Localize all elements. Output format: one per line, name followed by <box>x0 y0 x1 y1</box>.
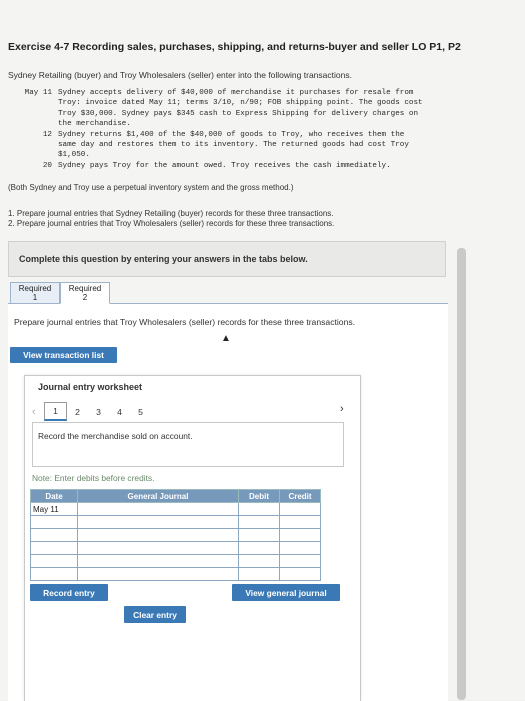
transaction-line: Sydney returns $1,400 of the $40,000 of goods to Troy, who receives them the <box>58 130 405 139</box>
debit-column-header: Debit <box>239 490 280 503</box>
debit-cell[interactable] <box>239 516 280 529</box>
transaction-row <box>6 88 511 130</box>
journal-row <box>31 516 321 529</box>
journal-row <box>31 529 321 542</box>
credit-cell[interactable] <box>280 503 321 516</box>
intro-text: Sydney Retailing (buyer) and Troy Wholesalers (seller) enter into the following transactions. <box>8 70 352 80</box>
scrollbar[interactable] <box>457 248 466 700</box>
page-5-button[interactable]: 5 <box>138 406 143 417</box>
transaction-line: $1,050. <box>58 151 90 160</box>
debit-cell[interactable] <box>239 503 280 516</box>
credit-cell[interactable] <box>280 529 321 542</box>
date-column-header: Date <box>31 490 78 503</box>
transaction-row <box>6 161 511 171</box>
account-cell[interactable] <box>78 529 239 542</box>
transaction-date: 20 <box>42 161 52 170</box>
worksheet-pager <box>32 402 151 421</box>
general-journal-column-header: General Journal <box>78 490 239 503</box>
tab-label: Required <box>18 284 52 293</box>
journal-row <box>31 503 321 516</box>
transaction-line: Troy: invoice dated May 11; terms 3/10, n/90; FOB shipping point. The goods cost <box>58 99 423 108</box>
debit-cell[interactable] <box>239 555 280 568</box>
date-cell[interactable] <box>31 529 78 542</box>
tab-number: 1 <box>32 293 38 302</box>
credit-cell[interactable] <box>280 542 321 555</box>
debit-cell[interactable] <box>239 568 280 581</box>
tab-number: 2 <box>82 293 88 302</box>
chevron-left-icon[interactable]: ‹ <box>32 405 36 418</box>
journal-row <box>31 568 321 581</box>
account-cell[interactable] <box>78 516 239 529</box>
requirement-item: 2. Prepare journal entries that Troy Wholesalers (seller) records for these three transactions. <box>8 219 335 228</box>
credit-column-header: Credit <box>280 490 321 503</box>
journal-table <box>30 489 321 581</box>
view-transaction-list-button[interactable]: View transaction list <box>10 347 117 363</box>
transaction-line: same day and restores them to its inventory. The returned goods had cost Troy <box>58 141 409 150</box>
journal-row <box>31 542 321 555</box>
transaction-line: the merchandise. <box>58 120 131 129</box>
date-cell[interactable] <box>31 516 78 529</box>
account-cell[interactable] <box>78 503 239 516</box>
prepare-instruction: Prepare journal entries that Troy Wholesalers (seller) records for these three transactions. <box>14 317 356 327</box>
instructions-banner-text: Complete this question by entering your answers in the tabs below. <box>19 254 308 264</box>
date-cell[interactable] <box>31 542 78 555</box>
tab-required-1[interactable] <box>10 282 60 304</box>
requirement-tabs <box>10 282 110 304</box>
account-cell[interactable] <box>78 568 239 581</box>
chevron-right-icon[interactable]: › <box>340 403 344 415</box>
record-entry-button[interactable]: Record entry <box>30 584 108 601</box>
worksheet-title: Journal entry worksheet <box>38 382 143 392</box>
page-2-button[interactable]: 2 <box>75 406 80 417</box>
requirement-item: 1. Prepare journal entries that Sydney Retailing (buyer) records for these three transactions. <box>8 209 334 218</box>
page-1-button[interactable]: 1 <box>44 402 67 421</box>
credit-cell[interactable] <box>280 516 321 529</box>
account-cell[interactable] <box>78 542 239 555</box>
transaction-date: May 11 <box>24 89 52 97</box>
account-cell[interactable] <box>78 555 239 568</box>
exercise-title: Exercise 4-7 Recording sales, purchases, shipping, and returns-buyer and seller LO P1, P2 <box>8 41 461 53</box>
journal-row <box>31 555 321 568</box>
page-3-button[interactable]: 3 <box>96 406 101 417</box>
page-4-button[interactable]: 4 <box>117 406 122 417</box>
credit-cell[interactable] <box>280 555 321 568</box>
transaction-line: Sydney pays Troy for the amount owed. Troy receives the cash immediately. <box>58 161 391 170</box>
transaction-line: Sydney accepts delivery of $40,000 of merchandise it purchases for resale from <box>58 89 414 97</box>
tab-label: Required <box>68 284 102 293</box>
mouse-cursor-icon: ▲ <box>221 333 231 344</box>
view-general-journal-button[interactable]: View general journal <box>232 584 340 601</box>
date-cell[interactable] <box>31 568 78 581</box>
tab-required-2[interactable] <box>60 282 110 304</box>
debit-cell[interactable] <box>239 529 280 542</box>
journal-header-row <box>31 490 321 503</box>
assumption-text: (Both Sydney and Troy use a perpetual inventory system and the gross method.) <box>8 183 294 192</box>
date-cell[interactable]: May 11 <box>31 503 78 516</box>
transaction-line: Troy $30,000. Sydney pays $345 cash to Express Shipping for delivery charges on <box>58 109 419 118</box>
credit-cell[interactable] <box>280 568 321 581</box>
requirements-list <box>8 209 334 229</box>
entry-instruction-box <box>32 422 344 467</box>
entry-instruction-text: Record the merchandise sold on account. <box>38 431 193 441</box>
debit-cell[interactable] <box>239 542 280 555</box>
instructions-banner <box>8 241 446 277</box>
transaction-row <box>6 130 511 161</box>
transaction-date: 12 <box>42 130 52 139</box>
transactions-block <box>6 88 511 171</box>
clear-entry-button[interactable]: Clear entry <box>124 606 186 623</box>
date-cell[interactable] <box>31 555 78 568</box>
debits-note: Note: Enter debits before credits. <box>32 473 155 483</box>
